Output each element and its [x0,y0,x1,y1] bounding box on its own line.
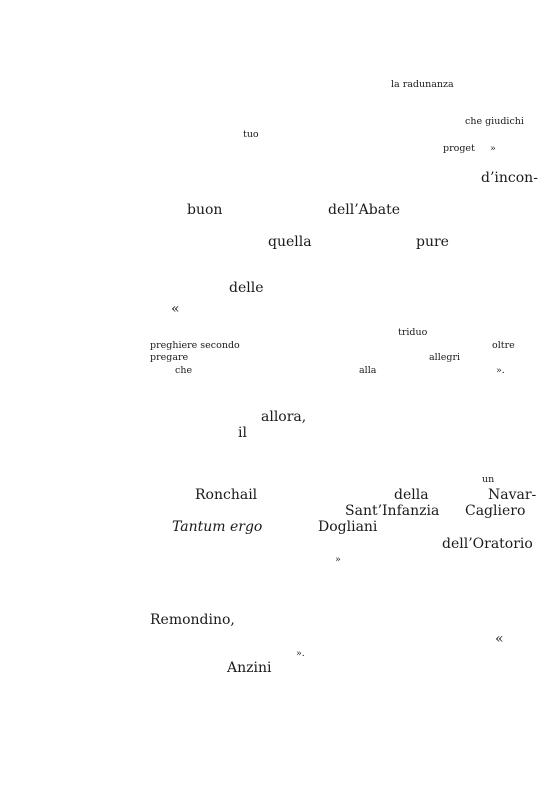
text-fragment: Cagliero [465,503,526,519]
text-fragment: pure [416,234,449,250]
text-fragment: Navar- [488,487,537,503]
text-fragment: un [482,474,495,485]
text-fragment: proget [443,143,475,154]
text-fragment: allora, [261,409,307,425]
text-fragment: della [394,487,429,503]
text-fragment: che [175,365,193,376]
text-fragment: Ronchail [195,487,258,503]
text-fragment: » [335,554,341,565]
text-fragment: buon [187,202,223,218]
text-fragment: che giudichi [465,116,524,127]
text-fragment: Sant’Infanzia [345,503,440,519]
text-fragment: « [171,301,180,317]
text-fragment: dell’Abate [328,202,400,218]
text-fragment: Remondino, [150,612,235,628]
text-fragment: tuo [243,129,259,140]
text-fragment: Anzini [227,660,272,676]
text-fragment: triduo [398,327,428,338]
text-fragment: » [490,143,496,154]
text-fragment: preghiere secondo [150,340,240,351]
text-fragment: « [495,631,504,647]
text-fragment: alla [359,365,377,376]
text-fragment: ». [296,648,305,659]
text-fragment: Tantum ergo [172,519,263,535]
text-fragment: oltre [492,340,515,351]
text-fragment: la radunanza [391,79,454,90]
text-fragment: quella [268,234,312,250]
text-fragment: Dogliani [318,519,378,535]
text-fragment: allegri [429,352,461,363]
text-fragment: dell’Oratorio [442,536,533,552]
text-fragment: delle [229,280,264,296]
text-fragment: pregare [150,352,189,363]
text-fragment: il [238,425,247,441]
text-fragment: ». [496,365,505,376]
text-fragment: d’incon- [481,170,538,186]
